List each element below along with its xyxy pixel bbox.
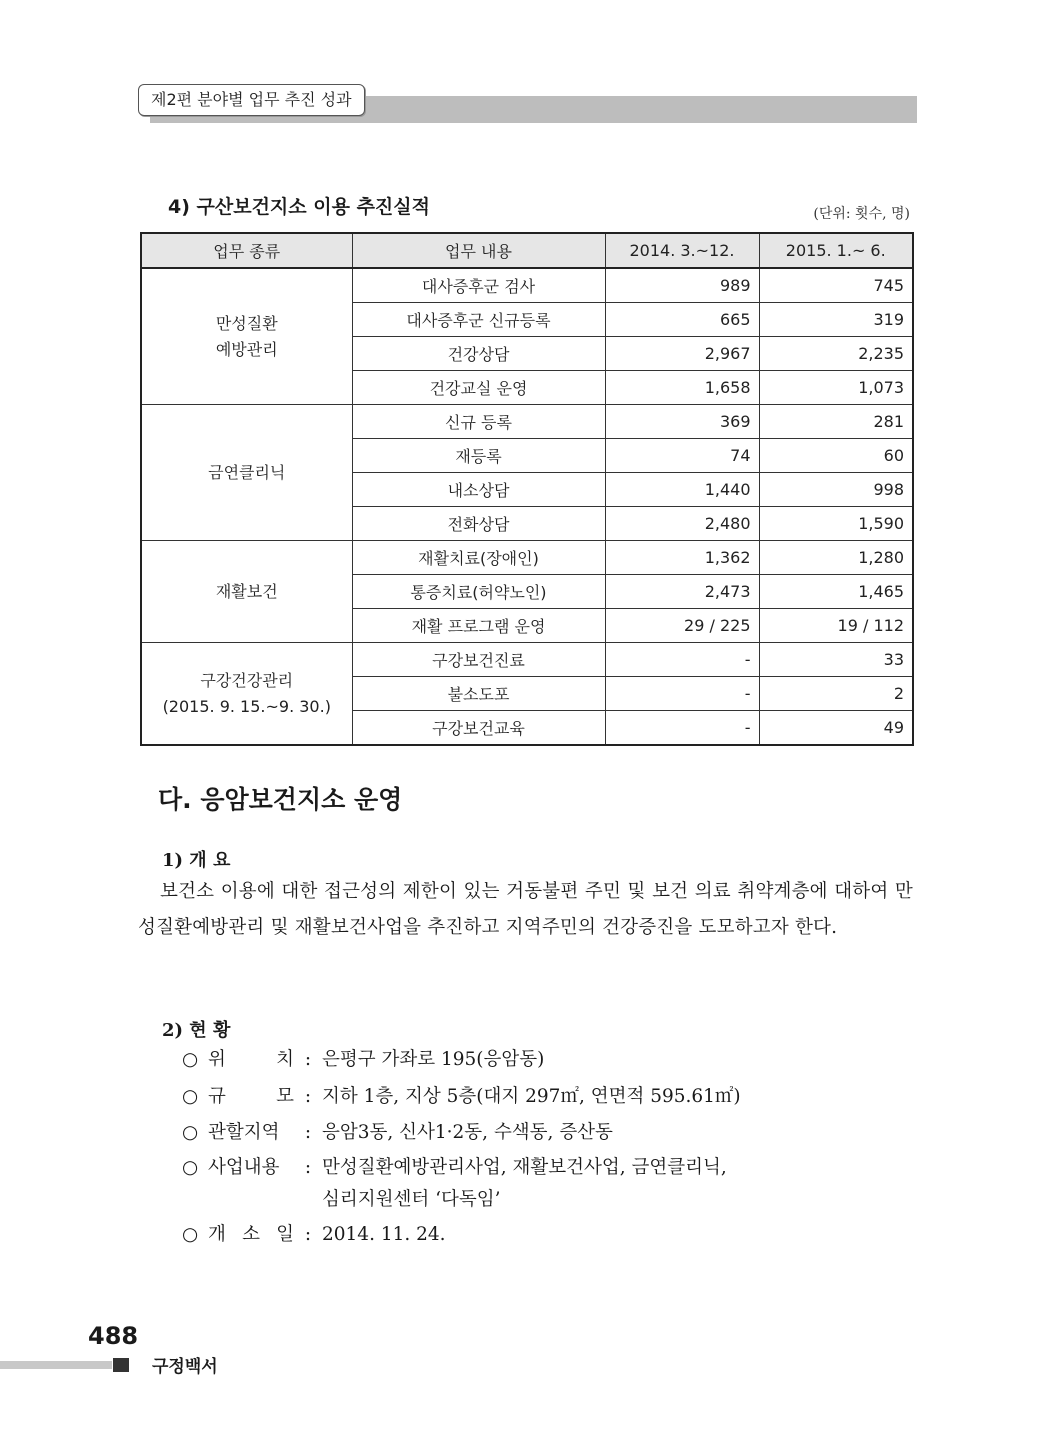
status-value-continued: 심리지원센터 ‘다독임’ (322, 1189, 501, 1210)
cell-content: 건강상담 (352, 337, 605, 371)
cell-content: 전화상담 (352, 507, 605, 541)
cell-2014: 74 (605, 439, 759, 473)
cell-2014: 989 (605, 268, 759, 303)
status-value: 만성질환예방관리사업, 재활보건사업, 금연클리닉, (322, 1157, 727, 1178)
cell-type: 만성질환 예방관리 (141, 268, 352, 405)
bullet-icon: ○ (182, 1157, 199, 1178)
colon-separator: : (304, 1122, 312, 1143)
status-value: 응암3동, 신사1·2동, 수색동, 증산동 (322, 1122, 613, 1143)
colon-separator: : (304, 1049, 312, 1070)
cell-content: 대사증후군 검사 (352, 268, 605, 303)
cell-type: 구강건강관리 (2015. 9. 15.~9. 30.) (141, 643, 352, 746)
status-title: 2) 현 황 (162, 1020, 231, 1041)
cell-content: 재등록 (352, 439, 605, 473)
book-title: 구정백서 (152, 1357, 218, 1377)
status-item (182, 1118, 613, 1148)
cell-content: 구강보건진료 (352, 643, 605, 677)
status-item (182, 1220, 446, 1250)
cell-content: 내소상담 (352, 473, 605, 507)
performance-table (140, 232, 914, 746)
cell-2015: 281 (759, 405, 913, 439)
colon-separator: : (304, 1157, 312, 1178)
cell-type: 재활보건 (141, 541, 352, 643)
footer-square (113, 1358, 129, 1372)
cell-2015: 33 (759, 643, 913, 677)
cell-2014: 1,440 (605, 473, 759, 507)
cell-content: 신규 등록 (352, 405, 605, 439)
status-item (182, 1153, 727, 1183)
cell-2015: 1,073 (759, 371, 913, 405)
cell-2015: 998 (759, 473, 913, 507)
status-item (182, 1082, 741, 1112)
cell-2015: 1,280 (759, 541, 913, 575)
cell-2014: 369 (605, 405, 759, 439)
section-heading: 다. 응암보건지소 운영 (158, 785, 403, 814)
status-value: 지하 1층, 지상 5층(대지 297㎡, 연면적 595.61㎡) (322, 1086, 741, 1107)
cell-2014: - (605, 711, 759, 746)
table-header-row (141, 233, 913, 268)
colon-separator: : (304, 1086, 312, 1107)
cell-content: 통증치료(허약노인) (352, 575, 605, 609)
cell-2014: 2,967 (605, 337, 759, 371)
cell-2014: 665 (605, 303, 759, 337)
bullet-icon: ○ (182, 1224, 199, 1245)
status-value: 2014. 11. 24. (322, 1224, 446, 1245)
bullet-icon: ○ (182, 1049, 199, 1070)
status-label: 사업내용 (208, 1157, 280, 1178)
col-header-2014: 2014. 3.~12. (605, 233, 759, 268)
cell-2015: 2,235 (759, 337, 913, 371)
cell-2014: - (605, 677, 759, 711)
bullet-icon: ○ (182, 1122, 199, 1143)
status-label: 위 치 (208, 1049, 294, 1070)
overview-title: 1) 개 요 (162, 850, 231, 871)
table-row (141, 541, 913, 575)
status-label: 규 모 (208, 1086, 294, 1107)
cell-2014: 1,658 (605, 371, 759, 405)
unit-note: (단위: 횟수, 명) (813, 206, 910, 222)
table-title: 4) 구산보건지소 이용 추진실적 (168, 196, 430, 218)
colon-separator: : (304, 1224, 312, 1245)
page-number: 488 (88, 1322, 139, 1350)
status-item (182, 1045, 544, 1075)
status-label: 개 소 일 (208, 1224, 294, 1245)
cell-2015: 2 (759, 677, 913, 711)
cell-2014: 1,362 (605, 541, 759, 575)
footer-bar (0, 1361, 112, 1369)
cell-2015: 19 / 112 (759, 609, 913, 643)
cell-content: 불소도포 (352, 677, 605, 711)
cell-2015: 49 (759, 711, 913, 746)
cell-content: 건강교실 운영 (352, 371, 605, 405)
col-header-type: 업무 종류 (141, 233, 352, 268)
cell-content: 구강보건교육 (352, 711, 605, 746)
cell-2015: 319 (759, 303, 913, 337)
bullet-icon: ○ (182, 1086, 199, 1107)
cell-2014: - (605, 643, 759, 677)
col-header-content: 업무 내용 (352, 233, 605, 268)
cell-type: 금연클리닉 (141, 405, 352, 541)
status-label: 관할지역 (208, 1122, 280, 1143)
cell-2014: 29 / 225 (605, 609, 759, 643)
cell-2015: 745 (759, 268, 913, 303)
table-row (141, 268, 913, 303)
table-row (141, 405, 913, 439)
cell-2014: 2,480 (605, 507, 759, 541)
cell-2015: 60 (759, 439, 913, 473)
cell-content: 대사증후군 신규등록 (352, 303, 605, 337)
status-value: 은평구 가좌로 195(응암동) (322, 1049, 545, 1070)
section-tab: 제2편 분야별 업무 추진 성과 (138, 84, 365, 116)
cell-2015: 1,590 (759, 507, 913, 541)
cell-content: 재활 프로그램 운영 (352, 609, 605, 643)
cell-2015: 1,465 (759, 575, 913, 609)
overview-paragraph: 보건소 이용에 대한 접근성의 제한이 있는 거동불편 주민 및 보건 의료 취약계층에 대하여 만성질환예방관리 및 재활보건사업을 추진하고 지역주민의 건강증진을 도모하고자 한다. (138, 881, 913, 938)
col-header-2015: 2015. 1.~ 6. (759, 233, 913, 268)
table-body (141, 268, 913, 745)
cell-content: 재활치료(장애인) (352, 541, 605, 575)
table-row (141, 643, 913, 677)
cell-2014: 2,473 (605, 575, 759, 609)
